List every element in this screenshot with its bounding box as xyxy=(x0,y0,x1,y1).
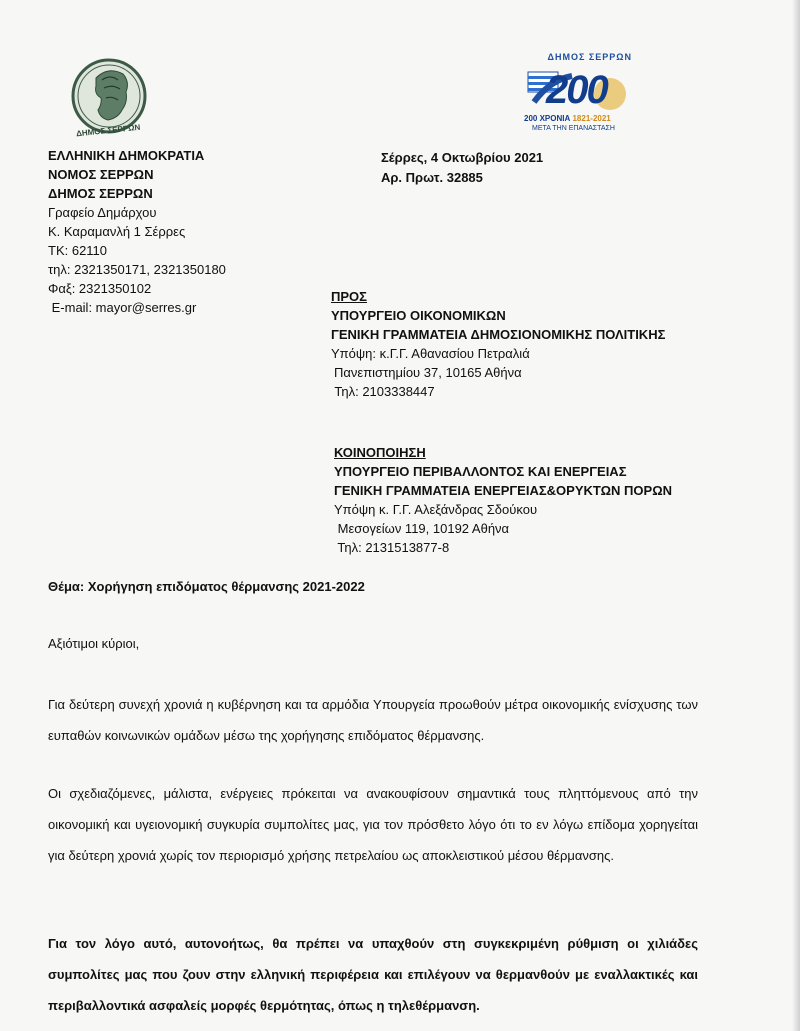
sender-line: ΤΚ: 62110 xyxy=(48,243,108,258)
sender-block xyxy=(48,146,226,317)
recipient-line: ΓΕΝΙΚΗ ΓΡΑΜΜΑΤΕΙΑ ΔΗΜΟΣΙΟΝΟΜΙΚΗΣ ΠΟΛΙΤΙΚΗΣ xyxy=(331,327,666,342)
recipient-heading: ΠΡΟΣ xyxy=(331,289,367,304)
cc-heading: ΚΟΙΝΟΠΟΙΗΣΗ xyxy=(334,445,426,460)
sender-email: E-mail: mayor@serres.gr xyxy=(48,300,197,315)
body-paragraph: Οι σχεδιαζόμενες, μάλιστα, ενέργειες πρόκειται να ανακουφίσουν σημαντικά τους πληττόμενους από την οικονομική και υγειονομική συγκυρία συμπολίτες μας, για τον πρόσθετο λόγο ότι το εν λόγω επίδομα χορηγείται για δεύτερη χρονιά χωρίς τον περιορισμό χρήσης πετρελαίου ως αποκλειστικού μέσου θέρμανσης. xyxy=(48,786,698,863)
municipality-seal xyxy=(68,58,150,142)
sender-line: ΕΛΛΗΝΙΚΗ ΔΗΜΟΚΡΑΤΙΑ xyxy=(48,148,205,163)
body-paragraph-emphasis: Για τον λόγο αυτό, αυτονοήτως, θα πρέπει να υπαχθούν στη συγκεκριμένη ρύθμιση οι χιλιάδες συμπολίτες μας που ζουν στην ελληνική περιφέρεια και επιλέγουν να θερμανθούν με εναλλακτικές και περιβαλλοντικά ασφαλείς μορφές θερμότητας, όπως η τηλεθέρμανση. xyxy=(48,936,698,1013)
cc-line: Μεσογείων 119, 10192 Αθήνα xyxy=(334,521,510,536)
logo-years-range: 1821-2021 xyxy=(572,114,611,123)
logo-years xyxy=(524,114,611,123)
seal-caption: ΔΗΜΟΣ ΣΕΡΡΩΝ xyxy=(75,122,141,139)
date-block xyxy=(381,148,543,187)
cc-line: ΓΕΝΙΚΗ ΓΡΑΜΜΑΤΕΙΑ ΕΝΕΡΓΕΙΑΣ&ΟΡΥΚΤΩΝ ΠΟΡΩΝ xyxy=(334,483,672,498)
body-paragraph: Για δεύτερη συνεχή χρονιά η κυβέρνηση και τα αρμόδια Υπουργεία προωθούν μέτρα οικονομικής ενίσχυσης των ευπαθών κοινωνικών ομάδων μέσω της χορήγησης επιδόματος θέρμανσης. xyxy=(48,697,698,743)
cc-line: Υπόψη κ. Γ.Γ. Αλεξάνδρας Σδούκου xyxy=(334,502,538,517)
recipient-block xyxy=(331,287,665,401)
subject-line: Θέμα: Χορήγηση επιδόματος θέρμανσης 2021-2022 xyxy=(48,579,365,594)
sender-line: Φαξ: 2321350102 xyxy=(48,281,152,296)
logo-number: 200 xyxy=(546,68,607,112)
sender-line: Γραφείο Δημάρχου xyxy=(48,205,157,220)
protocol-line: Αρ. Πρωτ. 32885 xyxy=(381,170,483,185)
recipient-line: ΥΠΟΥΡΓΕΙΟ ΟΙΚΟΝΟΜΙΚΩΝ xyxy=(331,308,506,323)
cc-line: Τηλ: 2131513877-8 xyxy=(334,540,450,555)
sender-line: Κ. Καραμανλή 1 Σέρρες xyxy=(48,224,186,239)
date-line: Σέρρες, 4 Οκτωβρίου 2021 xyxy=(381,150,544,165)
sender-line: τηλ: 2321350171, 2321350180 xyxy=(48,262,226,277)
sender-line: ΔΗΜΟΣ ΣΕΡΡΩΝ xyxy=(48,186,153,201)
logo-subtitle: ΜΕΤΑ ΤΗΝ ΕΠΑΝΑΣΤΑΣΗ xyxy=(532,125,615,132)
logo-municipality-text: ΔΗΜΟΣ ΣΕΡΡΩΝ xyxy=(547,52,632,62)
cc-line: ΥΠΟΥΡΓΕΙΟ ΠΕΡΙΒΑΛΛΟΝΤΟΣ ΚΑΙ ΕΝΕΡΓΕΙΑΣ xyxy=(334,464,627,479)
recipient-line: Πανεπιστημίου 37, 10165 Αθήνα xyxy=(334,365,522,380)
logo-years-label: 200 ΧΡΟΝΙΑ xyxy=(524,114,571,123)
recipient-line: Τηλ: 2103338447 xyxy=(331,384,435,399)
recipient-line: Υπόψη: κ.Γ.Γ. Αθανασίου Πετραλιά xyxy=(331,346,530,361)
sender-line: ΝΟΜΟΣ ΣΕΡΡΩΝ xyxy=(48,167,154,182)
cc-block xyxy=(334,443,672,557)
anniversary-logo xyxy=(512,50,662,138)
salutation: Αξιότιμοι κύριοι, xyxy=(48,636,140,651)
scan-edge-shadow xyxy=(792,0,800,1031)
